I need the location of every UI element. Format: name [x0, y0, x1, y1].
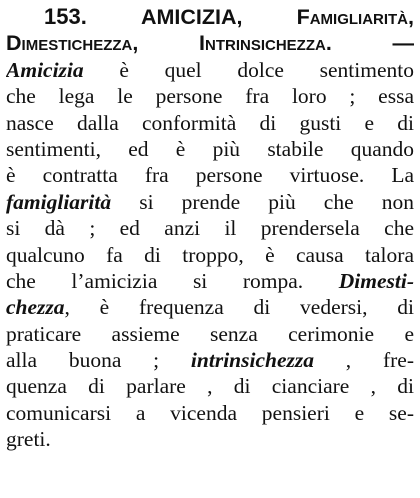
body-text: alla buona ;: [6, 348, 191, 373]
text-line: [6, 83, 414, 109]
emphasized-term: Dimesti-: [338, 268, 414, 293]
body-text: si dà ; ed anzi il prendersela che: [6, 216, 414, 241]
body-text: , fre-: [314, 348, 414, 373]
body-text: qualcuno fa di troppo, è causa talora: [6, 242, 414, 267]
body-text: quenza di parlare , di cianciare , di: [6, 374, 414, 399]
entry-text: [6, 4, 414, 453]
entry-heading: ,: [236, 5, 297, 29]
text-line: [6, 268, 414, 294]
text-line: [6, 136, 414, 162]
text-line: [6, 189, 414, 215]
text-line: [6, 347, 414, 373]
text-line: [6, 30, 414, 56]
text-line: [6, 426, 414, 452]
entry-heading: Famigliarità: [296, 5, 409, 29]
text-line: [6, 215, 414, 241]
text-line: [6, 4, 414, 30]
body-text: si prende più che non: [111, 189, 414, 214]
entry-heading: Dimestichezza: [6, 31, 133, 56]
emphasized-term: Amicizia: [6, 57, 84, 82]
text-line: [6, 294, 414, 320]
emphasized-term: intrinsichezza: [190, 348, 314, 373]
entry-heading: ,: [408, 5, 414, 29]
emphasized-term: famigliarità: [6, 189, 112, 214]
body-text: greti.: [6, 427, 51, 452]
body-text: che lega le persone fra loro ; essa: [6, 84, 414, 109]
text-line: [6, 400, 414, 426]
entry-heading: 153.: [44, 4, 141, 29]
text-line: [6, 57, 414, 83]
text-line: [6, 373, 414, 399]
body-text: è contratta fra persone virtuose. La: [6, 163, 414, 188]
text-line: [6, 162, 414, 188]
body-text: è quel dolce sentimento: [83, 57, 414, 82]
entry-heading: AMICIZIA: [141, 5, 237, 29]
body-text: comunicarsi a vicenda pensieri e se-: [6, 400, 414, 425]
text-line: [6, 242, 414, 268]
entry-heading: . —: [325, 31, 414, 56]
entry-heading: ,: [132, 31, 200, 56]
text-line: [6, 321, 414, 347]
body-text: praticare assieme senza cerimonie e: [6, 321, 414, 346]
body-text: sentimenti, ed è più stabile quando: [6, 136, 414, 161]
emphasized-term: chezza: [6, 295, 65, 320]
text-line: [6, 110, 414, 136]
body-text: , è frequenza di vedersi, di: [64, 295, 414, 320]
entry-heading: Intrinsichezza: [199, 31, 326, 56]
body-text: nasce dalla conformità di gusti e di: [6, 110, 414, 135]
body-text: che l’amicizia si rompa.: [6, 268, 339, 293]
